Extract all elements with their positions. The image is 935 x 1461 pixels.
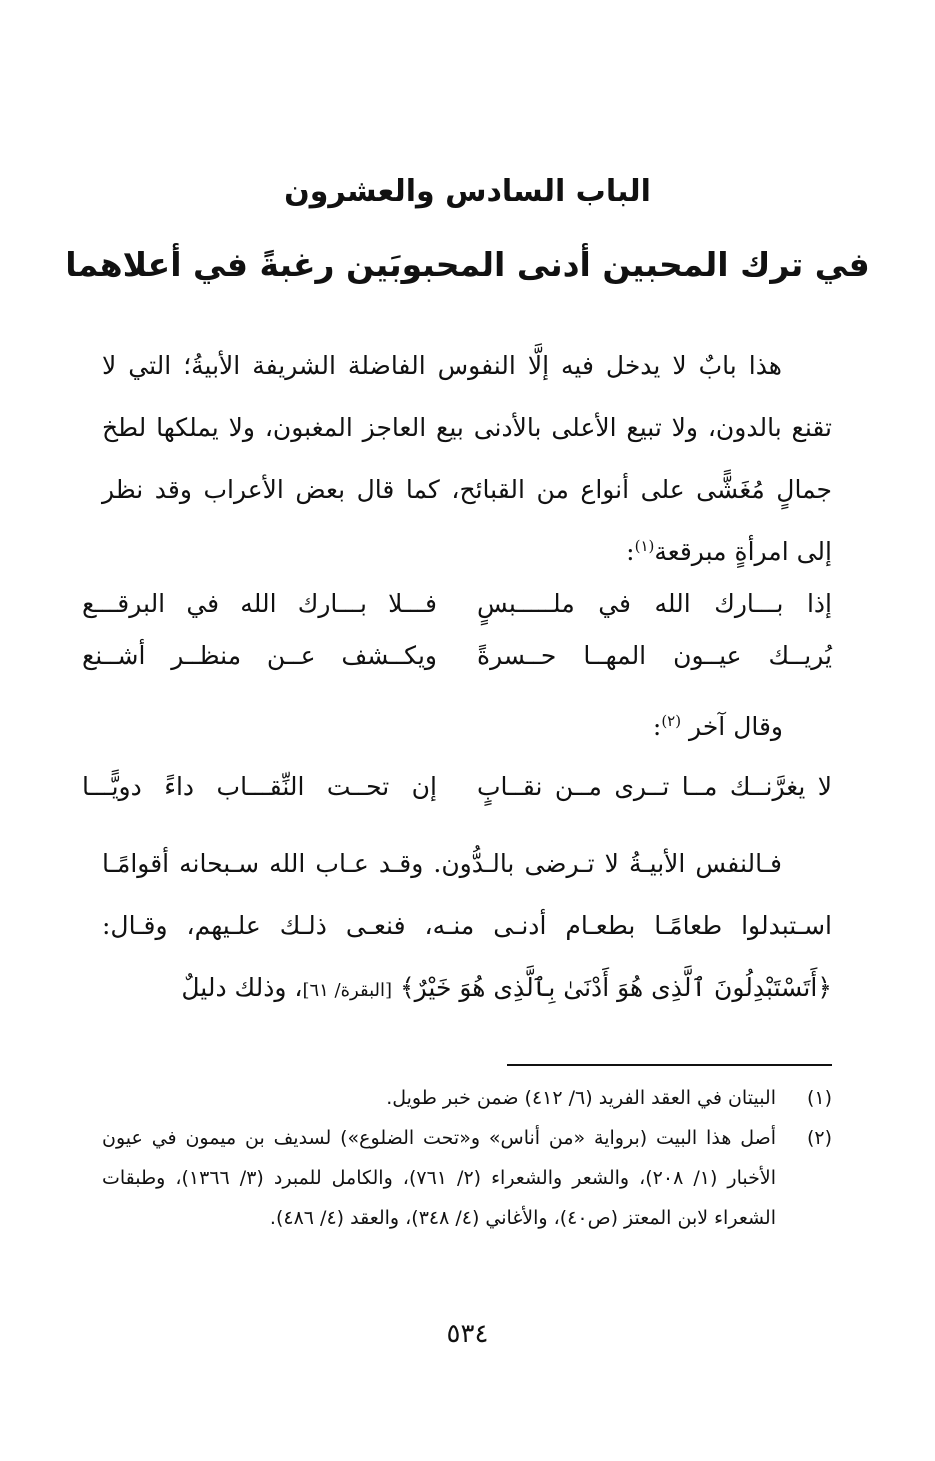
hemistich-second: إن تحــت النِّقـــاب داءً دويًّـــا	[82, 772, 437, 801]
chapter-title: الباب السادس والعشرون	[284, 174, 651, 209]
footnote-mark-2[interactable]: (٢)	[661, 712, 682, 730]
poem-1-verse-1	[82, 575, 832, 633]
page-number: ٥٣٤	[446, 1319, 489, 1349]
poem-2-verse-1	[82, 758, 832, 816]
footnotes	[102, 1078, 832, 1238]
hemistich-second: فـــلا بـــارك الله في البرقـــع	[82, 589, 437, 618]
hemistich-first: يُريــك عيــون المهــا حــسرةً	[477, 641, 832, 670]
footnote-2	[102, 1118, 832, 1238]
quran-quote: ﴿أَتَسْتَبْدِلُونَ ٱلَّذِى هُوَ أَدْنَىٰ بِٱلَّذِى هُوَ خَيْرٌ﴾	[399, 973, 832, 1002]
footnote-mark-1[interactable]: (١)	[634, 537, 655, 555]
footnote-text: أصل هذا البيت (برواية «من أناس» و«تحت الضلوع») لسديف بن ميمون في عيون الأخبار (١/ ٢٠٨)، والشعر والشعراء (٢/ ٧٦١)، والكامل للمبرد (٣/ ١٣٦٦)، وطبقات الشعراء لابن المعتز (ص٤٠)، والأغاني (٤/ ٣٤٨)، والعقد (٤/ ٤٨٦).	[102, 1127, 776, 1229]
chapter-subtitle: في ترك المحبين أدنى المحبوبَين رغبةً في أعلاهما	[65, 245, 870, 284]
footnote-text: البيتان في العقد الفريد (٦/ ٤١٢) ضمن خبر طويل.	[386, 1087, 776, 1109]
quran-reference: [البقرة/ ٦١]	[302, 980, 393, 1001]
hemistich-first: لا يغرَّنــك مــا تــرى مــن نقــابٍ	[477, 772, 832, 801]
paragraph-1-end: :	[626, 537, 635, 566]
poem-2-intro-end: :	[652, 712, 662, 741]
paragraph-1-text: هذا بابٌ لا يدخل فيه إلَّا النفوس الفاضلة الشريفة الأبيةُ؛ التي لا تقنع بالدون، ولا تبيع الأعلى بالأدنى بيع العاجز المغبون، ولا يملكها لطخ جمالٍ مُغَشًّى على أنواع من القبائح، كما قال بعض الأعراب وقد نظر إلى امرأةٍ مبرقعة	[102, 351, 832, 566]
paragraph-2	[102, 833, 832, 1022]
hemistich-second: ويكــشف عــن منظــر أشــنع	[82, 641, 437, 670]
hemistich-first: إذا بـــارك الله في ملـــــبسٍ	[477, 589, 832, 618]
footnote-1	[102, 1078, 832, 1118]
footnote-number: (١)	[806, 1087, 832, 1109]
footnote-separator	[507, 1064, 832, 1066]
paragraph-1	[102, 335, 832, 583]
footnote-number: (٢)	[806, 1127, 832, 1149]
poem-2-intro	[653, 698, 783, 756]
paragraph-2-text: فـالنفس الأبيـةُ لا تـرضى بالـدُّون. وقـد عـاب الله سـبحانه أقوامًـا اسـتبدلوا طعامًـا بطعـام أدنـى منـه، فنعـى ذلـك علـيهم، وقـال:	[102, 849, 832, 940]
poem-2-intro-text: وقال آخر	[689, 712, 783, 741]
poem-1-verse-2	[82, 627, 832, 685]
paragraph-2-end: ، وذلك دليلٌ	[181, 973, 303, 1002]
